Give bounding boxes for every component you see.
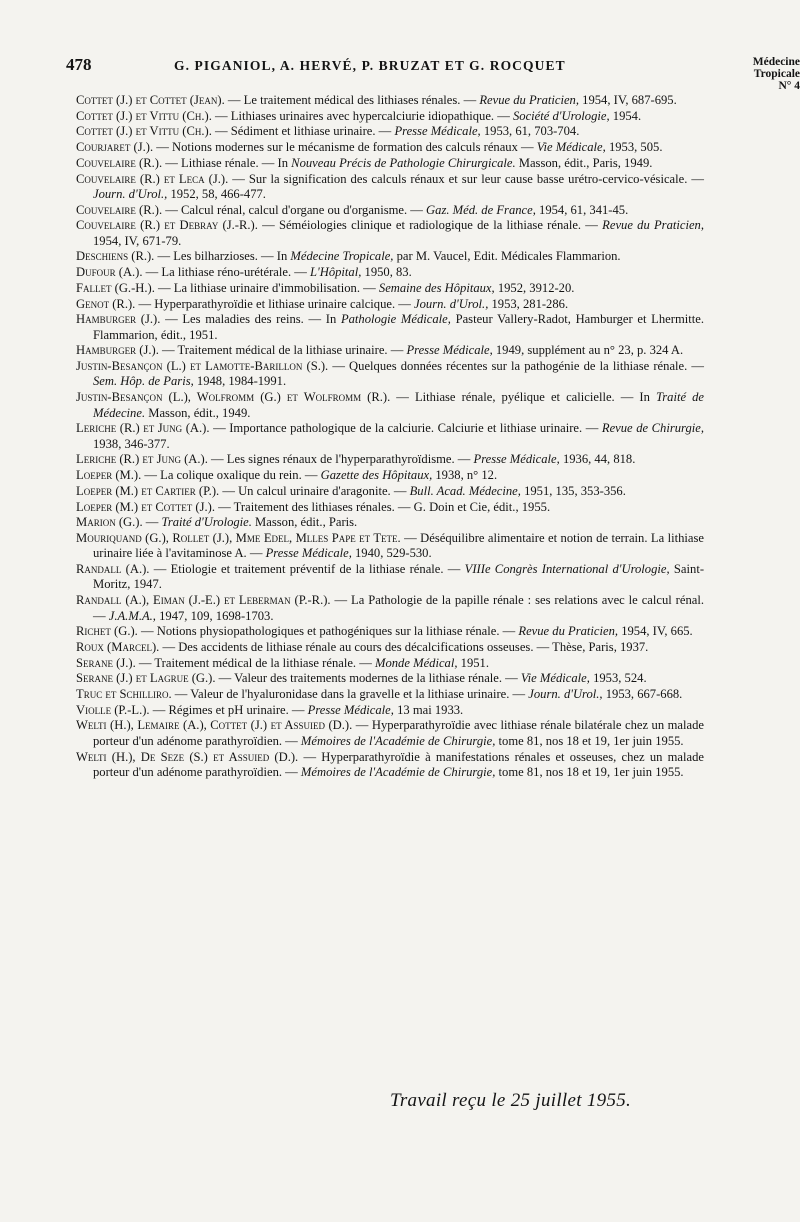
reference-title: — La lithiase urinaire d'immobilisation. —	[154, 280, 379, 295]
reference-author: Welti (H.), Lemaire (A.), Cottet (J.) et Assuied (D.).	[76, 718, 353, 733]
reference-details: 1954, 61, 341-45.	[535, 202, 629, 217]
reference-title: — Hyperparathyroïdie et lithiase urinaire calcique. —	[135, 296, 415, 311]
reference-source: Vie Médicale,	[536, 140, 606, 155]
reference-source: Revue du Praticien,	[602, 218, 705, 233]
reference-author: Couvelaire (R.) et Leca (J.).	[76, 171, 229, 186]
reference-title: — La colique oxalique du rein. —	[141, 468, 321, 483]
reference-entry	[76, 484, 704, 499]
reference-source: Journ. d'Urol.,	[93, 186, 168, 201]
reference-details: 1940, 529-530.	[351, 546, 432, 561]
reference-author: Couvelaire (R.) et Debray (J.-R.).	[76, 218, 258, 233]
reference-author: Leriche (R.) et Jung (A.).	[76, 421, 210, 436]
reference-author: Loeper (M.).	[76, 468, 142, 483]
reference-details: 1938, n° 12.	[432, 468, 498, 483]
reference-details: 1947, 109, 1698-1703.	[155, 608, 274, 623]
reference-entry	[76, 297, 704, 312]
reference-entry	[76, 500, 704, 515]
reference-title: — Notions modernes sur le mécanisme de formation des calculs rénaux —	[153, 140, 537, 155]
reference-title: — Notions physiopathologiques et pathogéniques sur la lithiase rénale. —	[137, 624, 519, 639]
reference-title: — Valeur des traitements modernes de la lithiase rénale. —	[215, 671, 521, 686]
reference-details: 1948, 1984-1991.	[193, 374, 287, 389]
reference-entry	[76, 218, 704, 249]
reference-author: Justin-Besançon (L.), Wolfromm (G.) et Wolfromm (R.).	[76, 390, 391, 405]
reference-entry	[76, 718, 704, 749]
reference-source: Presse Médicale,	[307, 702, 394, 717]
reference-author: Truc et Schilliro.	[76, 687, 172, 702]
reference-author: Mouriquand (G.), Rollet (J.), Mme Edel, Mlles Pape et Tete.	[76, 530, 401, 545]
reference-author: Serane (J.) et Lagrue (G.).	[76, 671, 216, 686]
reference-author: Deschiens (R.).	[76, 249, 155, 264]
reference-source: Monde Médical,	[374, 655, 458, 670]
reference-author: Randall (A.), Eiman (J.-E.) et Leberman (P.-R.).	[76, 593, 331, 608]
reference-details: 1952, 58, 466-477.	[167, 186, 266, 201]
reference-entry	[76, 703, 704, 718]
reference-title: — Des accidents de lithiase rénale au cours des décalcifications osseuses. — Thèse, Paris, 1937.	[159, 639, 649, 654]
reference-title: — Lithiase rénale, pyélique et calicielle. — In	[390, 390, 656, 405]
reference-source: L'Hôpital,	[310, 265, 362, 280]
journal-tag-line: N° 4	[778, 80, 800, 92]
reference-details: Saint-Moritz, 1947.	[93, 562, 705, 592]
reference-details: 1951.	[457, 655, 489, 670]
reference-title: — Régimes et pH urinaire. —	[149, 702, 308, 717]
reference-details: Masson, édit., Paris, 1949.	[515, 155, 653, 170]
reference-entry	[76, 593, 704, 624]
reference-title: — Le traitement médical des lithiases rénales. —	[224, 93, 480, 107]
reference-author: Cottet (J.) et Vittu (Ch.).	[76, 108, 212, 123]
reference-entry	[76, 390, 704, 421]
reference-author: Couvelaire (R.).	[76, 202, 163, 217]
reference-author: Genot (R.).	[76, 296, 136, 311]
journal-tag-line: Tropicale	[753, 68, 800, 80]
reference-source: Bull. Acad. Médecine,	[409, 483, 521, 498]
reference-title: — Lithiase rénale. — In	[162, 155, 292, 170]
reference-title: — Calcul rénal, calcul d'organe ou d'organisme. —	[162, 202, 427, 217]
reference-author: Dufour (A.).	[76, 265, 143, 280]
reference-entry	[76, 452, 704, 467]
reference-entry	[76, 624, 704, 639]
reference-entry	[76, 93, 704, 108]
reference-author: Serane (J.).	[76, 655, 136, 670]
reference-details: 1953, 524.	[589, 671, 647, 686]
reference-entry	[76, 359, 704, 390]
reference-entry	[76, 656, 704, 671]
reference-entry	[76, 531, 704, 562]
reference-source: Mémoires de l'Académie de Chirurgie,	[300, 733, 496, 748]
reference-source: Presse Médicale,	[406, 343, 493, 358]
reference-title: — Etiologie et traitement préventif de la lithiase rénale. —	[149, 562, 465, 577]
reference-details: 1938, 346-377.	[93, 436, 170, 451]
reference-entry	[76, 172, 704, 203]
reference-details: tome 81, nos 18 et 19, 1er juin 1955.	[495, 764, 684, 779]
reference-entry	[76, 312, 704, 343]
reference-entry	[76, 203, 704, 218]
reference-author: Justin-Besançon (L.) et Lamotte-Barillon (S.).	[76, 359, 329, 374]
reference-source: Sem. Hôp. de Paris,	[93, 374, 194, 389]
reference-entry	[76, 140, 704, 155]
reference-source: Revue de Chirurgie,	[601, 421, 704, 436]
reference-source: Traité d'Urologie.	[161, 515, 252, 530]
reference-source: Revue du Praticien,	[518, 624, 619, 639]
reference-source: Presse Médicale,	[394, 124, 481, 139]
reference-details: 1950, 83.	[361, 265, 412, 280]
reference-title: — Hyperparathyroïdie avec lithiase rénale bilatérale chez un malade porteur d'un adénome parathyroïdien. —	[93, 718, 704, 748]
reference-details: 1954, IV, 687-695.	[579, 93, 677, 107]
reference-title: — La lithiase réno-urétérale. —	[142, 265, 311, 280]
reference-title: — Les signes rénaux de l'hyperparathyroïdisme. —	[207, 452, 474, 467]
running-head: G. PIGANIOL, A. HERVÉ, P. BRUZAT ET G. ROCQUET	[174, 58, 566, 73]
reference-details: 1953, 505.	[605, 140, 663, 155]
reference-entry	[76, 750, 704, 781]
reference-title: — Lithiases urinaires avec hypercalciurie idiopathique. —	[211, 108, 513, 123]
reference-title: — Sédiment et lithiase urinaire. —	[211, 124, 395, 139]
reference-author: Hamburger (J.).	[76, 343, 159, 358]
reference-title: — Les maladies des reins. — In	[160, 312, 341, 327]
reference-entry	[76, 109, 704, 124]
reference-title: — Hyperparathyroïdie à manifestations rénales et osseuses, chez un malade porteur d'un adénome parathyroïdien. —	[93, 749, 704, 779]
reference-author: Loeper (M.) et Cartier (P.).	[76, 483, 220, 498]
reference-details: 1953, 667-668.	[602, 687, 683, 702]
reference-author: Roux (Marcel).	[76, 639, 160, 654]
reference-details: 1949, supplément au n° 23, p. 324 A.	[492, 343, 684, 358]
reference-author: Loeper (M.) et Cottet (J.).	[76, 499, 215, 514]
reference-details: 13 mai 1933.	[393, 702, 464, 717]
reference-entry	[76, 640, 704, 655]
reference-entry	[76, 671, 704, 686]
reference-title: — Valeur de l'hyaluronidase dans la gravelle et la lithiase urinaire. —	[171, 687, 529, 702]
reference-author: Hamburger (J.).	[76, 312, 161, 327]
reference-source: Presse Médicale,	[265, 546, 352, 561]
reference-title: — La Pathologie de la papille rénale : ses relations avec le calcul rénal. —	[93, 593, 704, 623]
reference-author: Cottet (J.) et Cottet (Jean).	[76, 93, 225, 107]
reference-source: Mémoires de l'Académie de Chirurgie,	[300, 764, 496, 779]
reference-details: 1936, 44, 818.	[559, 452, 636, 467]
reference-source: Nouveau Précis de Pathologie Chirurgicale.	[291, 155, 516, 170]
reference-title: — Un calcul urinaire d'aragonite. —	[219, 483, 410, 498]
journal-tag-line: Médecine	[752, 56, 800, 68]
reference-entry	[76, 468, 704, 483]
reference-author: Courjaret (J.).	[76, 140, 154, 155]
reference-author: Randall (A.).	[76, 562, 150, 577]
reference-title: — Importance pathologique de la calciurie. Calciurie et lithiase urinaire. —	[209, 421, 602, 436]
reference-entry	[76, 421, 704, 452]
reference-title: — Traitement des lithiases rénales. — G. Doin et Cie, édit., 1955.	[215, 499, 551, 514]
reference-entry	[76, 343, 704, 358]
reference-source: Journ. d'Urol.,	[414, 296, 489, 311]
reference-entry	[76, 281, 704, 296]
reference-source: Vie Médicale,	[520, 671, 590, 686]
reference-entry	[76, 687, 704, 702]
reference-title: — Les bilharzioses. — In	[154, 249, 291, 264]
reference-source: Semaine des Hôpitaux,	[378, 280, 495, 295]
reference-source: Presse Médicale,	[473, 452, 560, 467]
reference-entry	[76, 265, 704, 280]
reference-entry	[76, 156, 704, 171]
reference-author: Fallet (G.-H.).	[76, 280, 155, 295]
reference-source: Journ. d'Urol.,	[528, 687, 603, 702]
reference-details: 1953, 281-286.	[488, 296, 569, 311]
reference-details: tome 81, nos 18 et 19, 1er juin 1955.	[495, 733, 684, 748]
reference-author: Couvelaire (R.).	[76, 155, 163, 170]
reference-entry	[76, 249, 704, 264]
journal-tag	[720, 56, 800, 92]
reference-source: Société d'Urologie,	[512, 108, 610, 123]
reference-title: — Sur la signification des calculs rénaux et sur leur cause basse urétro-cervico-vésicale. —	[228, 171, 705, 186]
reference-source: Médecine Tropicale,	[290, 249, 394, 264]
reference-source: Gazette des Hôpitaux,	[320, 468, 433, 483]
reference-title: — Traitement médical de la lithiase urinaire. —	[158, 343, 407, 358]
reference-title: — Traitement médical de la lithiase rénale. —	[135, 655, 375, 670]
reference-entry	[76, 515, 704, 530]
page-number: 478	[66, 55, 92, 74]
reference-source: Traité de Médecine.	[93, 390, 704, 420]
reference-source: Pathologie Médicale,	[340, 312, 451, 327]
reference-title: — Séméiologies clinique et radiologique de la lithiase rénale. —	[257, 218, 603, 233]
reference-details: 1954, IV, 665.	[618, 624, 693, 639]
reference-source: Gaz. Méd. de France,	[426, 202, 536, 217]
reference-author: Leriche (R.) et Jung (A.).	[76, 452, 208, 467]
reference-details: Masson, édit., Paris.	[251, 515, 358, 530]
reference-author: Marion (G.).	[76, 515, 143, 530]
reference-title: — Déséquilibre alimentaire et notion de terrain. La lithiase urinaire liée à l'avitaminose A. —	[93, 530, 704, 561]
reference-details: 1954.	[609, 108, 642, 123]
reference-author: Violle (P.-L.).	[76, 702, 150, 717]
reference-details: 1954, IV, 671-79.	[93, 233, 182, 248]
reference-source: VIIIe Congrès International d'Urologie,	[464, 562, 670, 577]
reference-entry	[76, 124, 704, 139]
reference-details: 1953, 61, 703-704.	[480, 124, 580, 139]
reference-source: Revue du Praticien,	[479, 93, 580, 107]
reference-author: Welti (H.), De Seze (S.) et Assuied (D.).	[76, 749, 299, 764]
reference-entry	[76, 562, 704, 593]
reference-author: Cottet (J.) et Vittu (Ch.).	[76, 124, 212, 139]
reference-source: J.A.M.A.,	[108, 608, 156, 623]
reference-details: Masson, édit., 1949.	[145, 405, 251, 420]
page-header	[66, 55, 800, 92]
reference-title: —	[142, 515, 162, 530]
reference-details: 1951, 135, 353-356.	[520, 483, 626, 498]
reference-details: 1952, 3912-20.	[494, 280, 575, 295]
received-date: Travail reçu le 25 juillet 1955.	[390, 1090, 632, 1111]
reference-list	[76, 93, 704, 781]
reference-details: Pasteur Vallery-Radot, Hamburger et Lhermitte. Flammarion, édit., 1951.	[93, 312, 704, 342]
reference-details: par M. Vaucel, Edit. Médicales Flammarion.	[393, 249, 621, 264]
reference-title: — Quelques données récentes sur la pathogénie de la lithiase rénale. —	[328, 359, 704, 374]
reference-author: Richet (G.).	[76, 624, 138, 639]
